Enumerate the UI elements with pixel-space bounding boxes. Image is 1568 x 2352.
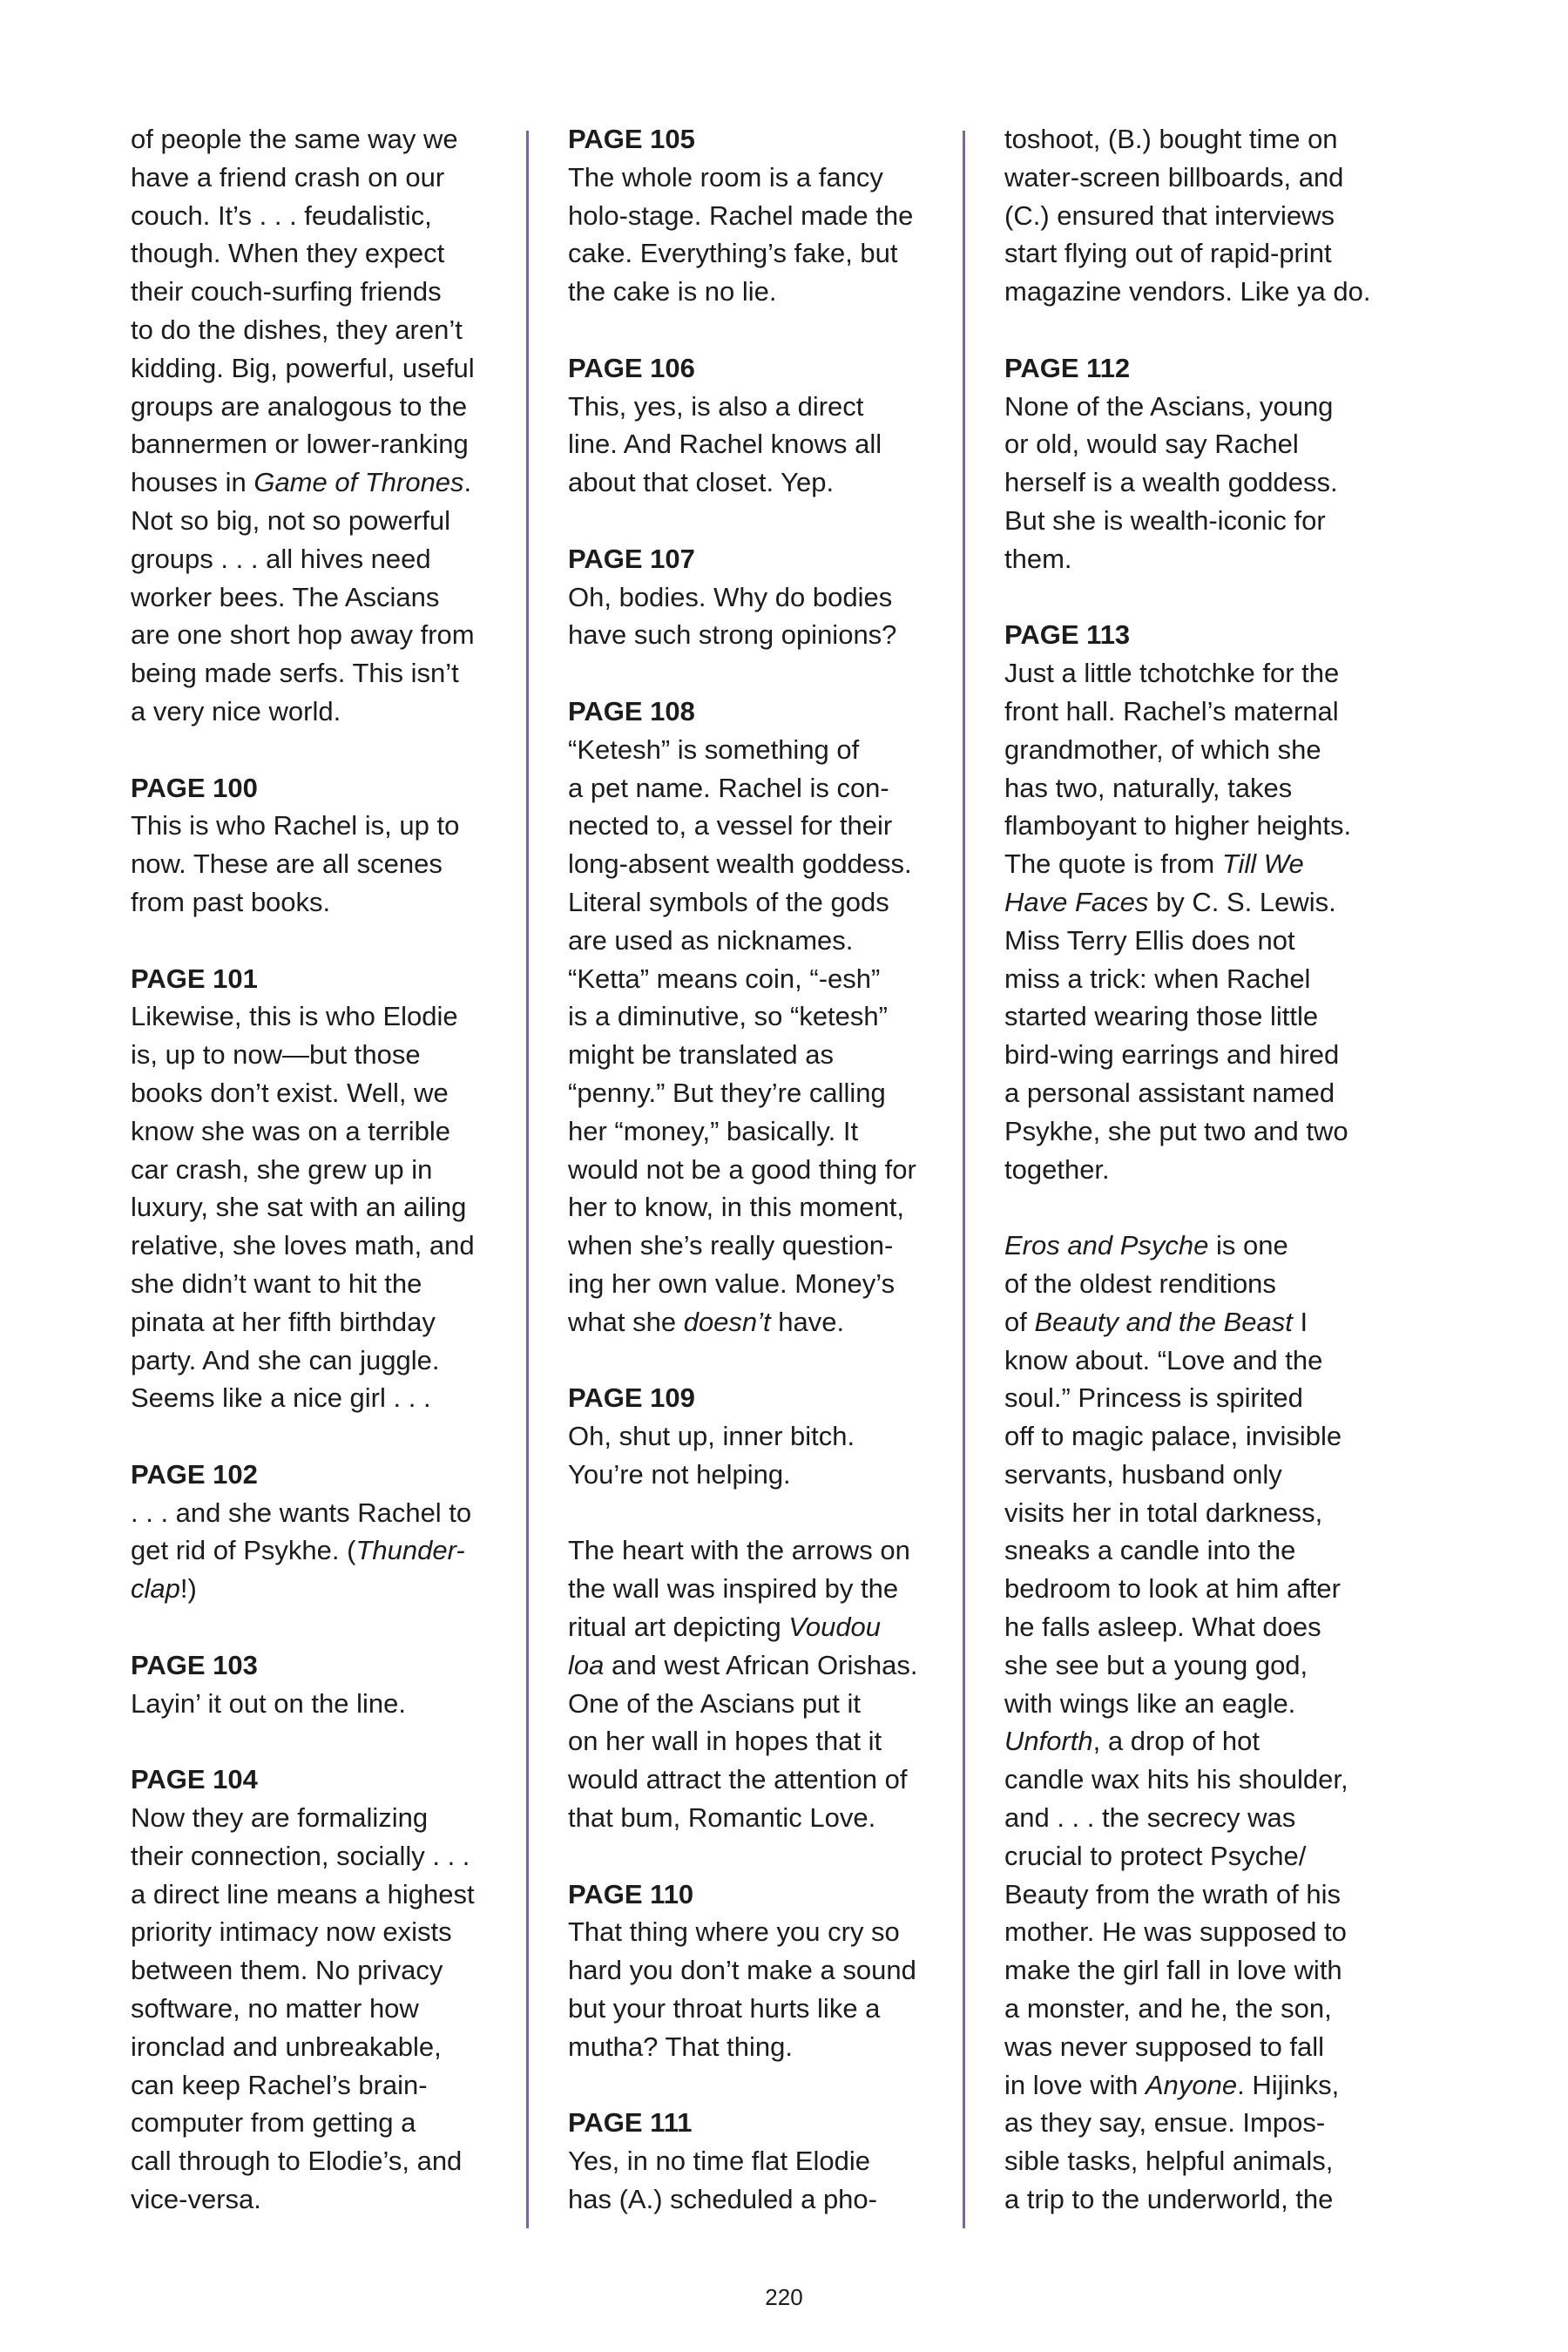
text-line: have a friend crash on our [131,161,445,193]
text-line: . . . and she wants Rachel to [131,1497,472,1528]
section-heading: PAGE 101 [131,963,258,994]
text-line: a direct line means a highest [131,1878,475,1909]
text-line: and . . . the secrecy was [1004,1802,1296,1834]
text-line: kidding. Big, powerful, useful [131,352,475,383]
text-line [131,1531,514,1570]
note-section [568,349,951,502]
text-run: have. [770,1306,845,1337]
text-line: software, no matter how [131,1993,419,2024]
text-run: and west African Orishas. [604,1649,918,1680]
text-column-3 [1004,120,1388,2219]
text-line: would not be a good thing for [568,1153,916,1185]
note-section [568,1876,951,2066]
text-line: sneaks a candle into the [1004,1535,1296,1566]
note-section [131,1456,514,1608]
text-line: started wearing those little [1004,1001,1319,1032]
section-heading: PAGE 100 [131,772,258,803]
text-line: candle wax hits his shoulder, [1004,1764,1348,1795]
text-line: a monster, and he, the son, [1004,1993,1332,2024]
text-line: from past books. [131,886,331,917]
text-run: !) [179,1573,197,1605]
text-line: Oh, bodies. Why do bodies [568,581,893,612]
paragraph [131,120,514,731]
text-line: cake. Everything’s fake, but [568,238,898,269]
text-line: toshoot, (B.) bought time on [1004,124,1338,154]
paragraph [568,1531,951,1836]
text-column-1 [131,120,514,2219]
text-line: grandmother, of which she [1004,733,1321,765]
text-line: Seems like a nice girl . . . [131,1382,431,1414]
text-line: miss a trick: when Rachel [1004,963,1311,994]
text-line: bannermen or lower-ranking [131,429,469,460]
text-line: line. And Rachel knows all [568,429,882,460]
text-line [1004,845,1388,883]
text-line: soul.” Princess is spirited [1004,1382,1303,1414]
text-line: her to know, in this moment, [568,1192,904,1223]
text-line: mother. He was supposed to [1004,1916,1347,1948]
text-run: . Hijinks, [1237,2069,1340,2100]
text-line: ing her own value. Money’s [568,1267,896,1299]
text-line: is, up to now—but those [131,1039,421,1071]
italic-text: Beauty and the Beast [1034,1306,1293,1337]
text-line [131,1570,514,1608]
text-line: are used as nicknames. [568,924,854,956]
text-line: bird-wing earrings and hired [1004,1039,1340,1071]
text-line: flamboyant to higher heights. [1004,810,1352,841]
text-line: party. And she can juggle. [131,1344,440,1375]
text-line: has (A.) scheduled a pho- [568,2184,877,2215]
text-line: sible tasks, helpful animals, [1004,2146,1334,2177]
text-line: luxury, she sat with an ailing [131,1192,467,1223]
section-heading: PAGE 104 [131,1764,258,1795]
text-line: a trip to the underworld, the [1004,2184,1334,2215]
italic-text: Anyone [1145,2069,1238,2100]
text-line: or old, would say Rachel [1004,429,1299,460]
text-line: relative, she loves math, and [131,1230,475,1261]
text-line: a very nice world. [131,695,341,727]
text-line: call through to Elodie’s, and [131,2146,463,2177]
text-line: visits her in total darkness, [1004,1497,1323,1528]
text-line: Oh, shut up, inner bitch. [568,1421,855,1452]
section-heading: PAGE 109 [568,1382,695,1414]
text-line: Layin’ it out on the line. [131,1687,406,1719]
text-line: front hall. Rachel’s maternal [1004,695,1339,727]
text-line: Yes, in no time flat Elodie [568,2146,870,2177]
section-heading: PAGE 111 [568,2107,693,2139]
text-line: But she is wealth-iconic for [1004,504,1326,536]
text-line: has two, naturally, takes [1004,772,1293,803]
text-run: of [1004,1306,1035,1337]
text-line: a pet name. Rachel is con- [568,772,889,803]
text-line: magazine vendors. Like ya do. [1004,276,1371,308]
text-line: make the girl fall in love with [1004,1955,1342,1986]
note-section [568,693,951,1342]
text-line: he falls asleep. What does [1004,1612,1321,1643]
text-line [568,1303,951,1342]
text-line: servants, husband only [1004,1458,1282,1490]
text-line: vice-versa. [131,2184,261,2215]
text-line: Beauty from the wrath of his [1004,1878,1341,1909]
note-section [1004,349,1388,578]
text-line: know about. “Love and the [1004,1344,1323,1375]
text-line: long-absent wealth goddess. [568,848,912,880]
text-line: as they say, ensue. Impos- [1004,2107,1326,2139]
text-line: Just a little tchotchke for the [1004,658,1340,689]
text-line: Likewise, this is who Elodie [131,1001,458,1032]
text-line: You’re not helping. [568,1458,791,1490]
section-heading: PAGE 106 [568,352,695,383]
column-divider-1 [526,131,529,2228]
text-run: . [463,467,472,498]
note-section [131,769,514,922]
text-line: That thing where you cry so [568,1916,900,1948]
text-line: car crash, she grew up in [131,1153,433,1185]
text-line: would attract the attention of [568,1764,908,1795]
text-line: know she was on a terrible [131,1115,451,1146]
italic-text: Eros and Psyche [1004,1230,1209,1261]
text-line: priority intimacy now exists [131,1916,452,1948]
text-run: houses in [131,467,254,498]
text-line: she see but a young god, [1004,1649,1308,1680]
text-line: together. [1004,1153,1110,1185]
text-line: a personal assistant named [1004,1077,1335,1108]
text-line: ironclad and unbreakable, [131,2031,442,2062]
text-line: that bum, Romantic Love. [568,1802,876,1834]
text-line: “Ketesh” is something of [568,733,860,765]
text-line: now. These are all scenes [131,848,443,880]
text-line: This, yes, is also a direct [568,390,864,422]
text-line: Literal symbols of the gods [568,886,889,917]
text-line: Miss Terry Ellis does not [1004,924,1295,956]
text-line: One of the Ascians put it [568,1687,862,1719]
italic-text: Game of Thrones [253,467,464,498]
text-line: water-screen billboards, and [1004,161,1344,193]
text-run: by C. S. Lewis. [1148,886,1336,917]
text-line: books don’t exist. Well, we [131,1077,449,1108]
note-section [568,540,951,654]
section-heading: PAGE 102 [131,1458,258,1490]
text-line: their couch-surfing friends [131,276,442,308]
italic-text: Unforth [1004,1726,1093,1757]
text-line: between them. No privacy [131,1955,443,1986]
text-line: off to magic palace, invisible [1004,1421,1342,1452]
note-section [131,960,514,1418]
text-line: computer from getting a [131,2107,416,2139]
text-run: , a drop of hot [1092,1726,1260,1757]
section-heading: PAGE 110 [568,1878,694,1909]
section-heading: PAGE 108 [568,695,695,727]
text-line [568,1646,951,1685]
text-line: start flying out of rapid-print [1004,238,1332,269]
text-line: to do the dishes, they aren’t [131,314,463,345]
text-line: their connection, socially . . . [131,1840,470,1871]
text-line: None of the Ascians, young [1004,390,1334,422]
section-heading: PAGE 105 [568,124,695,154]
text-line: (C.) ensured that interviews [1004,199,1335,231]
text-line: groups . . . all hives need [131,543,431,574]
italic-text: Have Faces [1004,886,1149,917]
note-section [131,1761,514,2219]
paragraph [1004,1227,1388,2219]
text-run: in love with [1004,2069,1146,2100]
text-line: being made serfs. This isn’t [131,658,459,689]
text-line: bedroom to look at him after [1004,1573,1341,1605]
section-heading: PAGE 112 [1004,352,1131,383]
note-section [568,120,951,311]
text-line: when she’s really question- [568,1230,894,1261]
text-line [131,463,514,502]
italic-text: clap [131,1573,180,1605]
text-line: holo-stage. Rachel made the [568,199,914,231]
text-line: of people the same way we [131,124,458,154]
text-line: The whole room is a fancy [568,161,883,193]
text-line: can keep Rachel’s brain- [131,2069,428,2100]
text-line: pinata at her fifth birthday [131,1306,436,1337]
text-line: are one short hop away from [131,619,475,651]
text-line: the cake is no lie. [568,276,777,308]
text-line [1004,1722,1388,1761]
note-section [568,2104,951,2218]
note-section [568,1379,951,1493]
section-heading: PAGE 103 [131,1649,258,1680]
text-line: she didn’t want to hit the [131,1267,422,1299]
text-line: of the oldest renditions [1004,1267,1276,1299]
text-line [1004,2066,1388,2105]
text-line: “Ketta” means coin, “-esh” [568,963,881,994]
text-line: couch. It’s . . . feudalistic, [131,199,432,231]
text-line: groups are analogous to the [131,390,468,422]
italic-text: loa [568,1649,605,1680]
text-line: crucial to protect Psyche/ [1004,1840,1307,1871]
text-line [1004,883,1388,922]
text-line: Psykhe, she put two and two [1004,1115,1348,1146]
page-number: 220 [765,2284,803,2310]
text-line: nected to, a vessel for their [568,810,893,841]
text-line: herself is a wealth goddess. [1004,467,1338,498]
text-line: though. When they expect [131,238,445,269]
text-run: what she [568,1306,684,1337]
text-line: her “money,” basically. It [568,1115,859,1146]
text-run: ritual art depicting [568,1612,789,1643]
text-line: mutha? That thing. [568,2031,793,2062]
text-run: is one [1208,1230,1288,1261]
note-section [131,1646,514,1723]
text-column-2 [568,120,951,2219]
text-line: but your throat hurts like a [568,1993,881,2024]
section-heading: PAGE 107 [568,543,695,574]
italic-text: Thunder- [355,1535,465,1566]
text-line: This is who Rachel is, up to [131,810,460,841]
text-line: Now they are formalizing [131,1802,429,1834]
text-line: “penny.” But they’re calling [568,1077,886,1108]
italic-text: doesn’t [683,1306,771,1337]
text-run: get rid of Psykhe. ( [131,1535,356,1566]
section-heading: PAGE 113 [1004,619,1131,651]
text-run: I [1292,1306,1308,1337]
text-line: them. [1004,543,1072,574]
text-run: The quote is from [1004,848,1222,880]
text-line [568,1608,951,1646]
text-line: the wall was inspired by the [568,1573,899,1605]
text-line: have such strong opinions? [568,619,897,651]
italic-text: Voudou [788,1612,882,1643]
text-line [1004,1303,1388,1342]
paragraph [1004,120,1388,311]
text-line: hard you don’t make a sound [568,1955,916,1986]
text-line: on her wall in hopes that it [568,1726,882,1757]
text-line [1004,1227,1388,1265]
text-line: with wings like an eagle. [1004,1687,1296,1719]
text-line: was never supposed to fall [1004,2031,1325,2062]
text-line: is a diminutive, so “ketesh” [568,1001,888,1032]
text-line: Not so big, not so powerful [131,504,451,536]
column-divider-2 [963,131,965,2228]
text-line: about that closet. Yep. [568,467,835,498]
text-line: might be translated as [568,1039,835,1071]
text-line: worker bees. The Ascians [131,581,440,612]
italic-text: Till We [1221,848,1304,880]
note-section [1004,616,1388,1188]
text-line: The heart with the arrows on [568,1535,910,1566]
